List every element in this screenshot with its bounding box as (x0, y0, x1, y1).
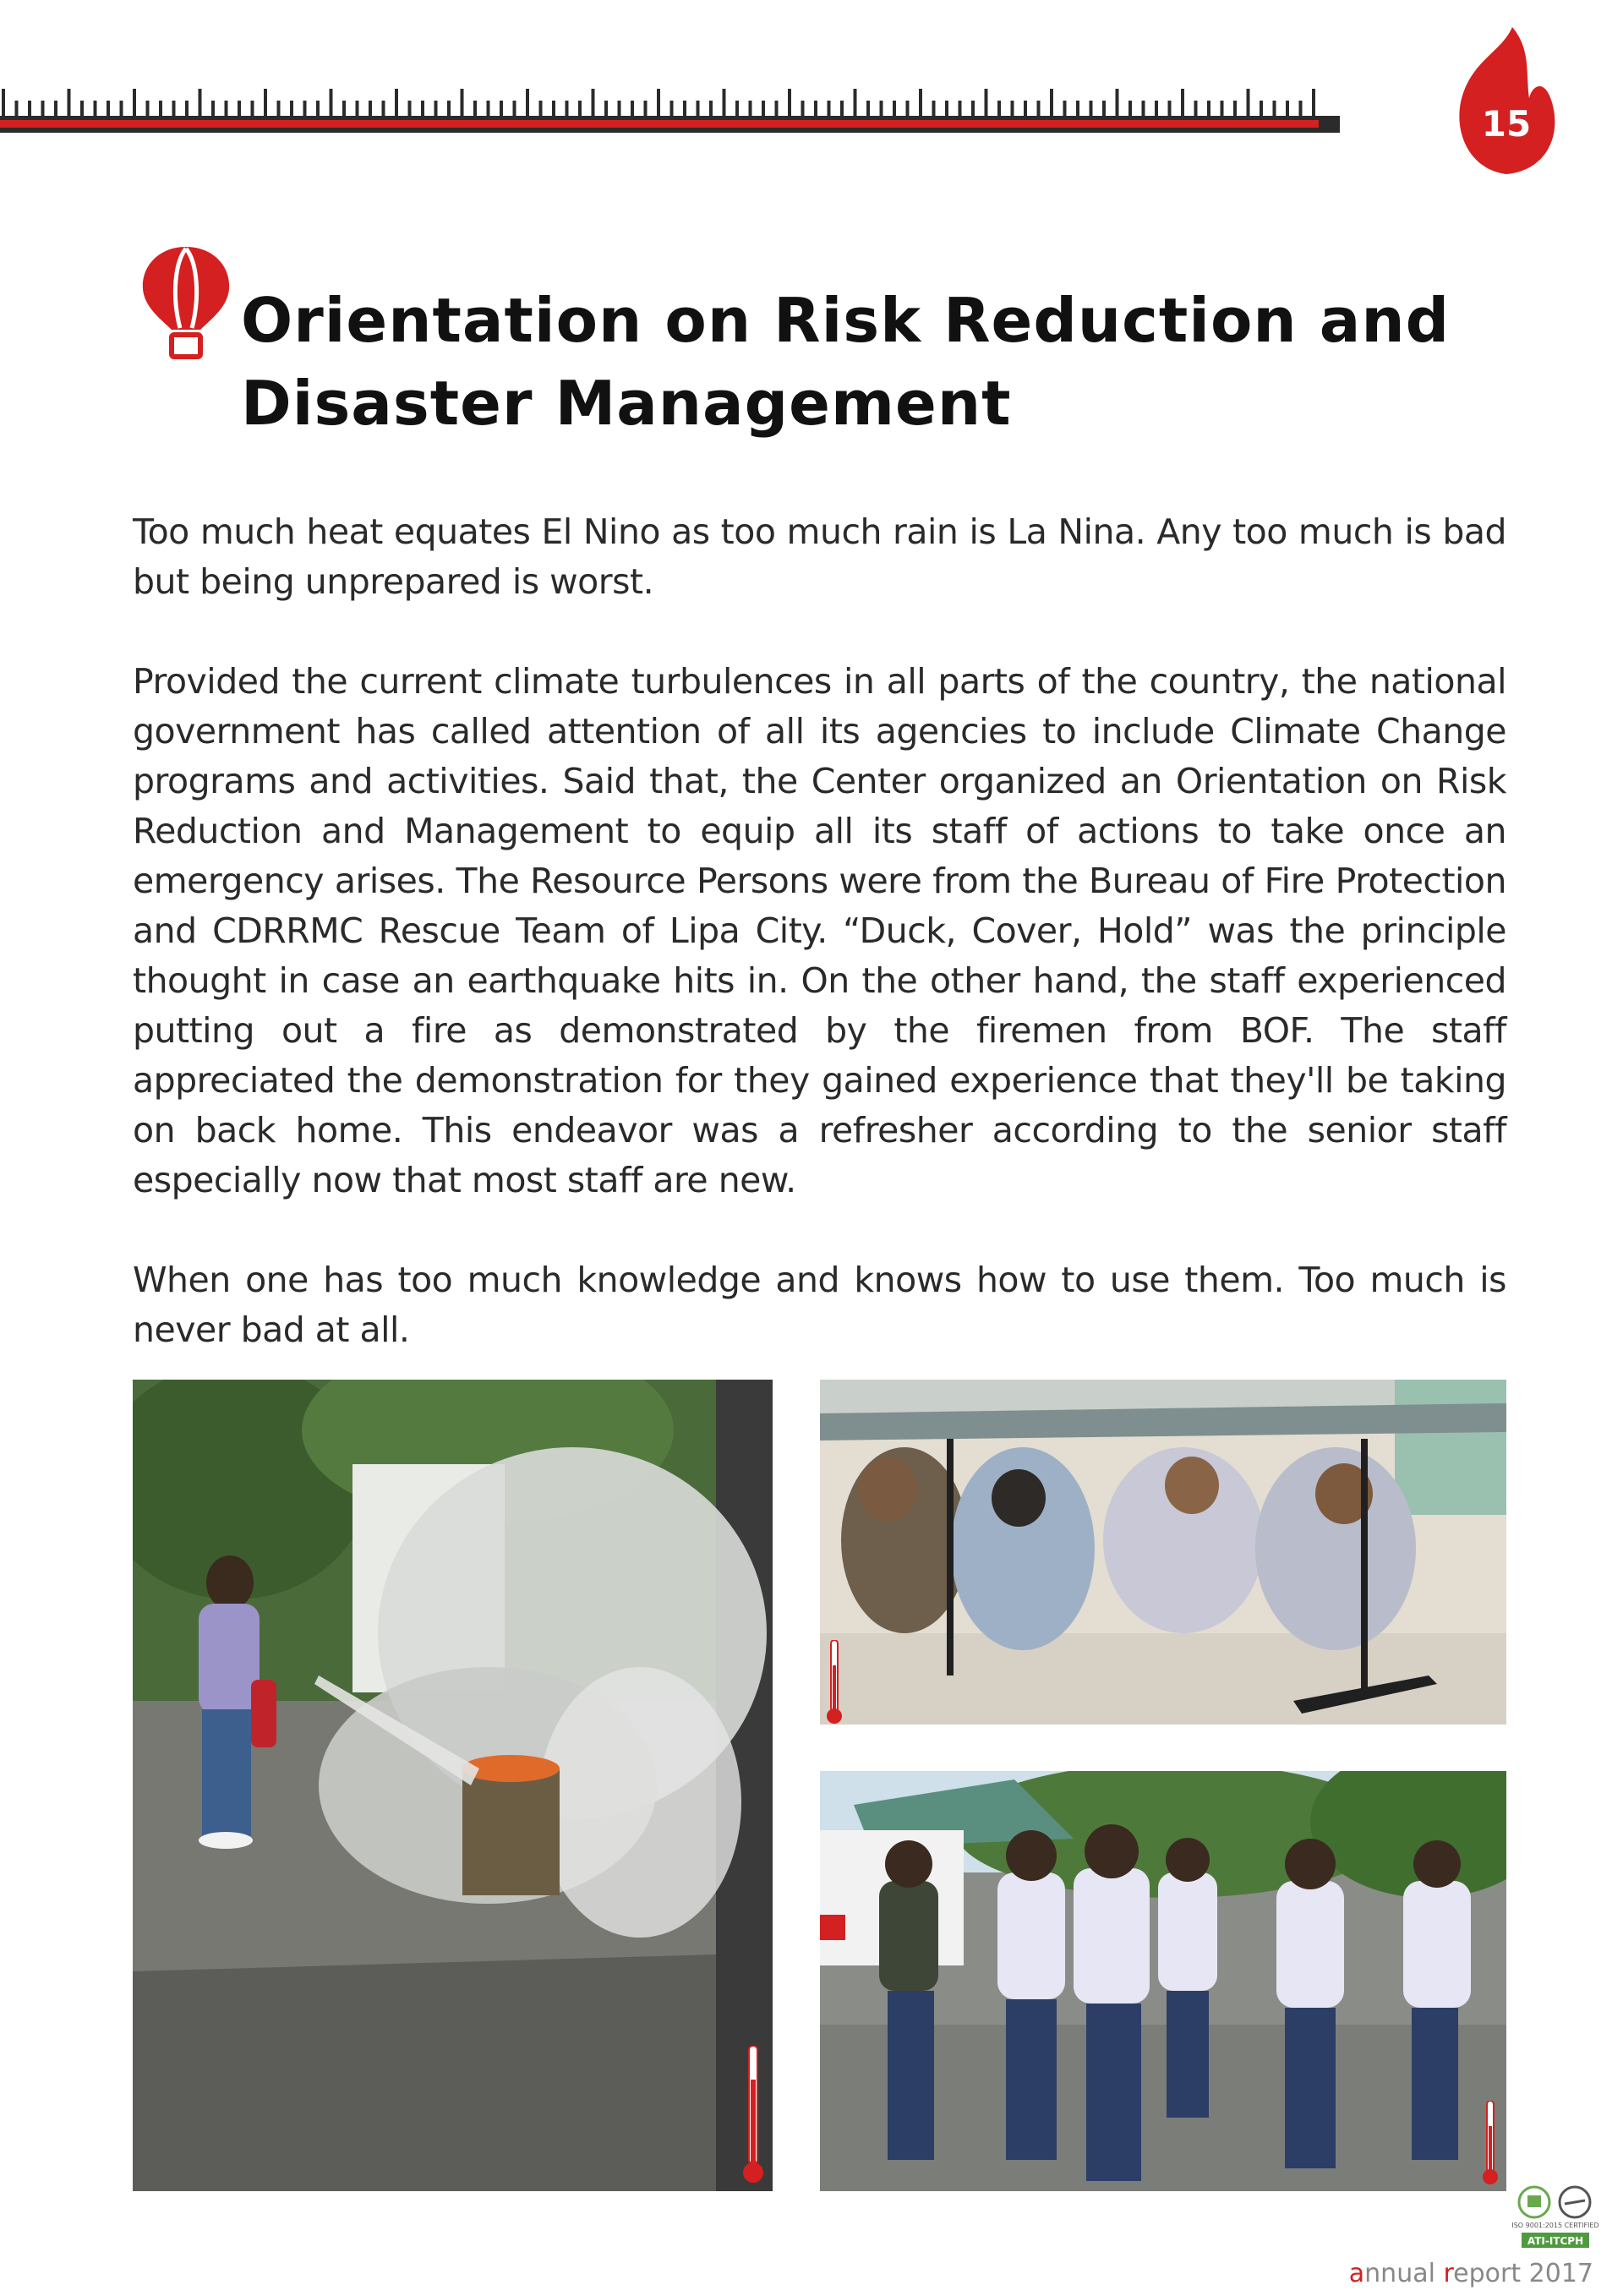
thermometer-icon (826, 1640, 843, 1725)
photo-duck-cover-hold (820, 1380, 1506, 1725)
title-line-1: Orientation on Risk Reduction and (241, 285, 1451, 356)
title-line-2: Disaster Management (241, 368, 1012, 439)
article-body (133, 507, 1506, 1405)
footer-initial-a: a (1348, 2259, 1365, 2288)
thermometer-icon (1481, 2101, 1500, 2185)
cert-text-iso: ISO 9001:2015 CERTIFIED (1511, 2222, 1599, 2229)
cert-text-org: ATI-ITCPH (1527, 2235, 1584, 2247)
flame-icon (1451, 25, 1561, 178)
page-number: 15 (1481, 103, 1532, 145)
paragraph-intro: Too much heat equates El Nino as too much rain is La Nina. Any too much is bad but being unprepared is worst. (133, 511, 1506, 602)
page-title (241, 279, 1509, 445)
certification-logo (1509, 2185, 1602, 2255)
report-footer (1349, 2259, 1593, 2288)
photo-fire-extinguisher-demo (133, 1380, 773, 2191)
thermometer-icon (742, 2046, 764, 2185)
paragraph-main: Provided the current climate turbulences in all parts of the country, the national government has called attention of all its agencies to include Climate Change programs and activities. Said that, the Center organized an Orientation on Risk Reduction and Management to equip all its staff of actions to take once an emergency arises. The Resource Persons were from the Bureau of Fire Protection and CDRRMC Rescue Team of Lipa City. “Duck, Cover, Hold” was the principle thought in case an earthquake hits in. On the other hand, the staff experienced putting out a fire as demonstrated by the firemen from BOF. The staff appreciated the demonstration for they gained experience that they'll be taking on back home. This endeavor was a refresher according to the senior staff especially now that most staff are new. (133, 661, 1506, 1200)
header-ruler (0, 0, 1340, 152)
paragraph-closing: When one has too much knowledge and knows how to use them. Too much is never bad at all. (133, 1260, 1506, 1350)
footer-initial-r: r (1443, 2259, 1454, 2288)
photo-evacuation-drill (820, 1771, 1506, 2191)
footer-word-annual: nnual (1364, 2259, 1444, 2288)
hot-air-balloon-icon (139, 245, 232, 359)
footer-word-report: eport 2017 (1453, 2259, 1593, 2288)
